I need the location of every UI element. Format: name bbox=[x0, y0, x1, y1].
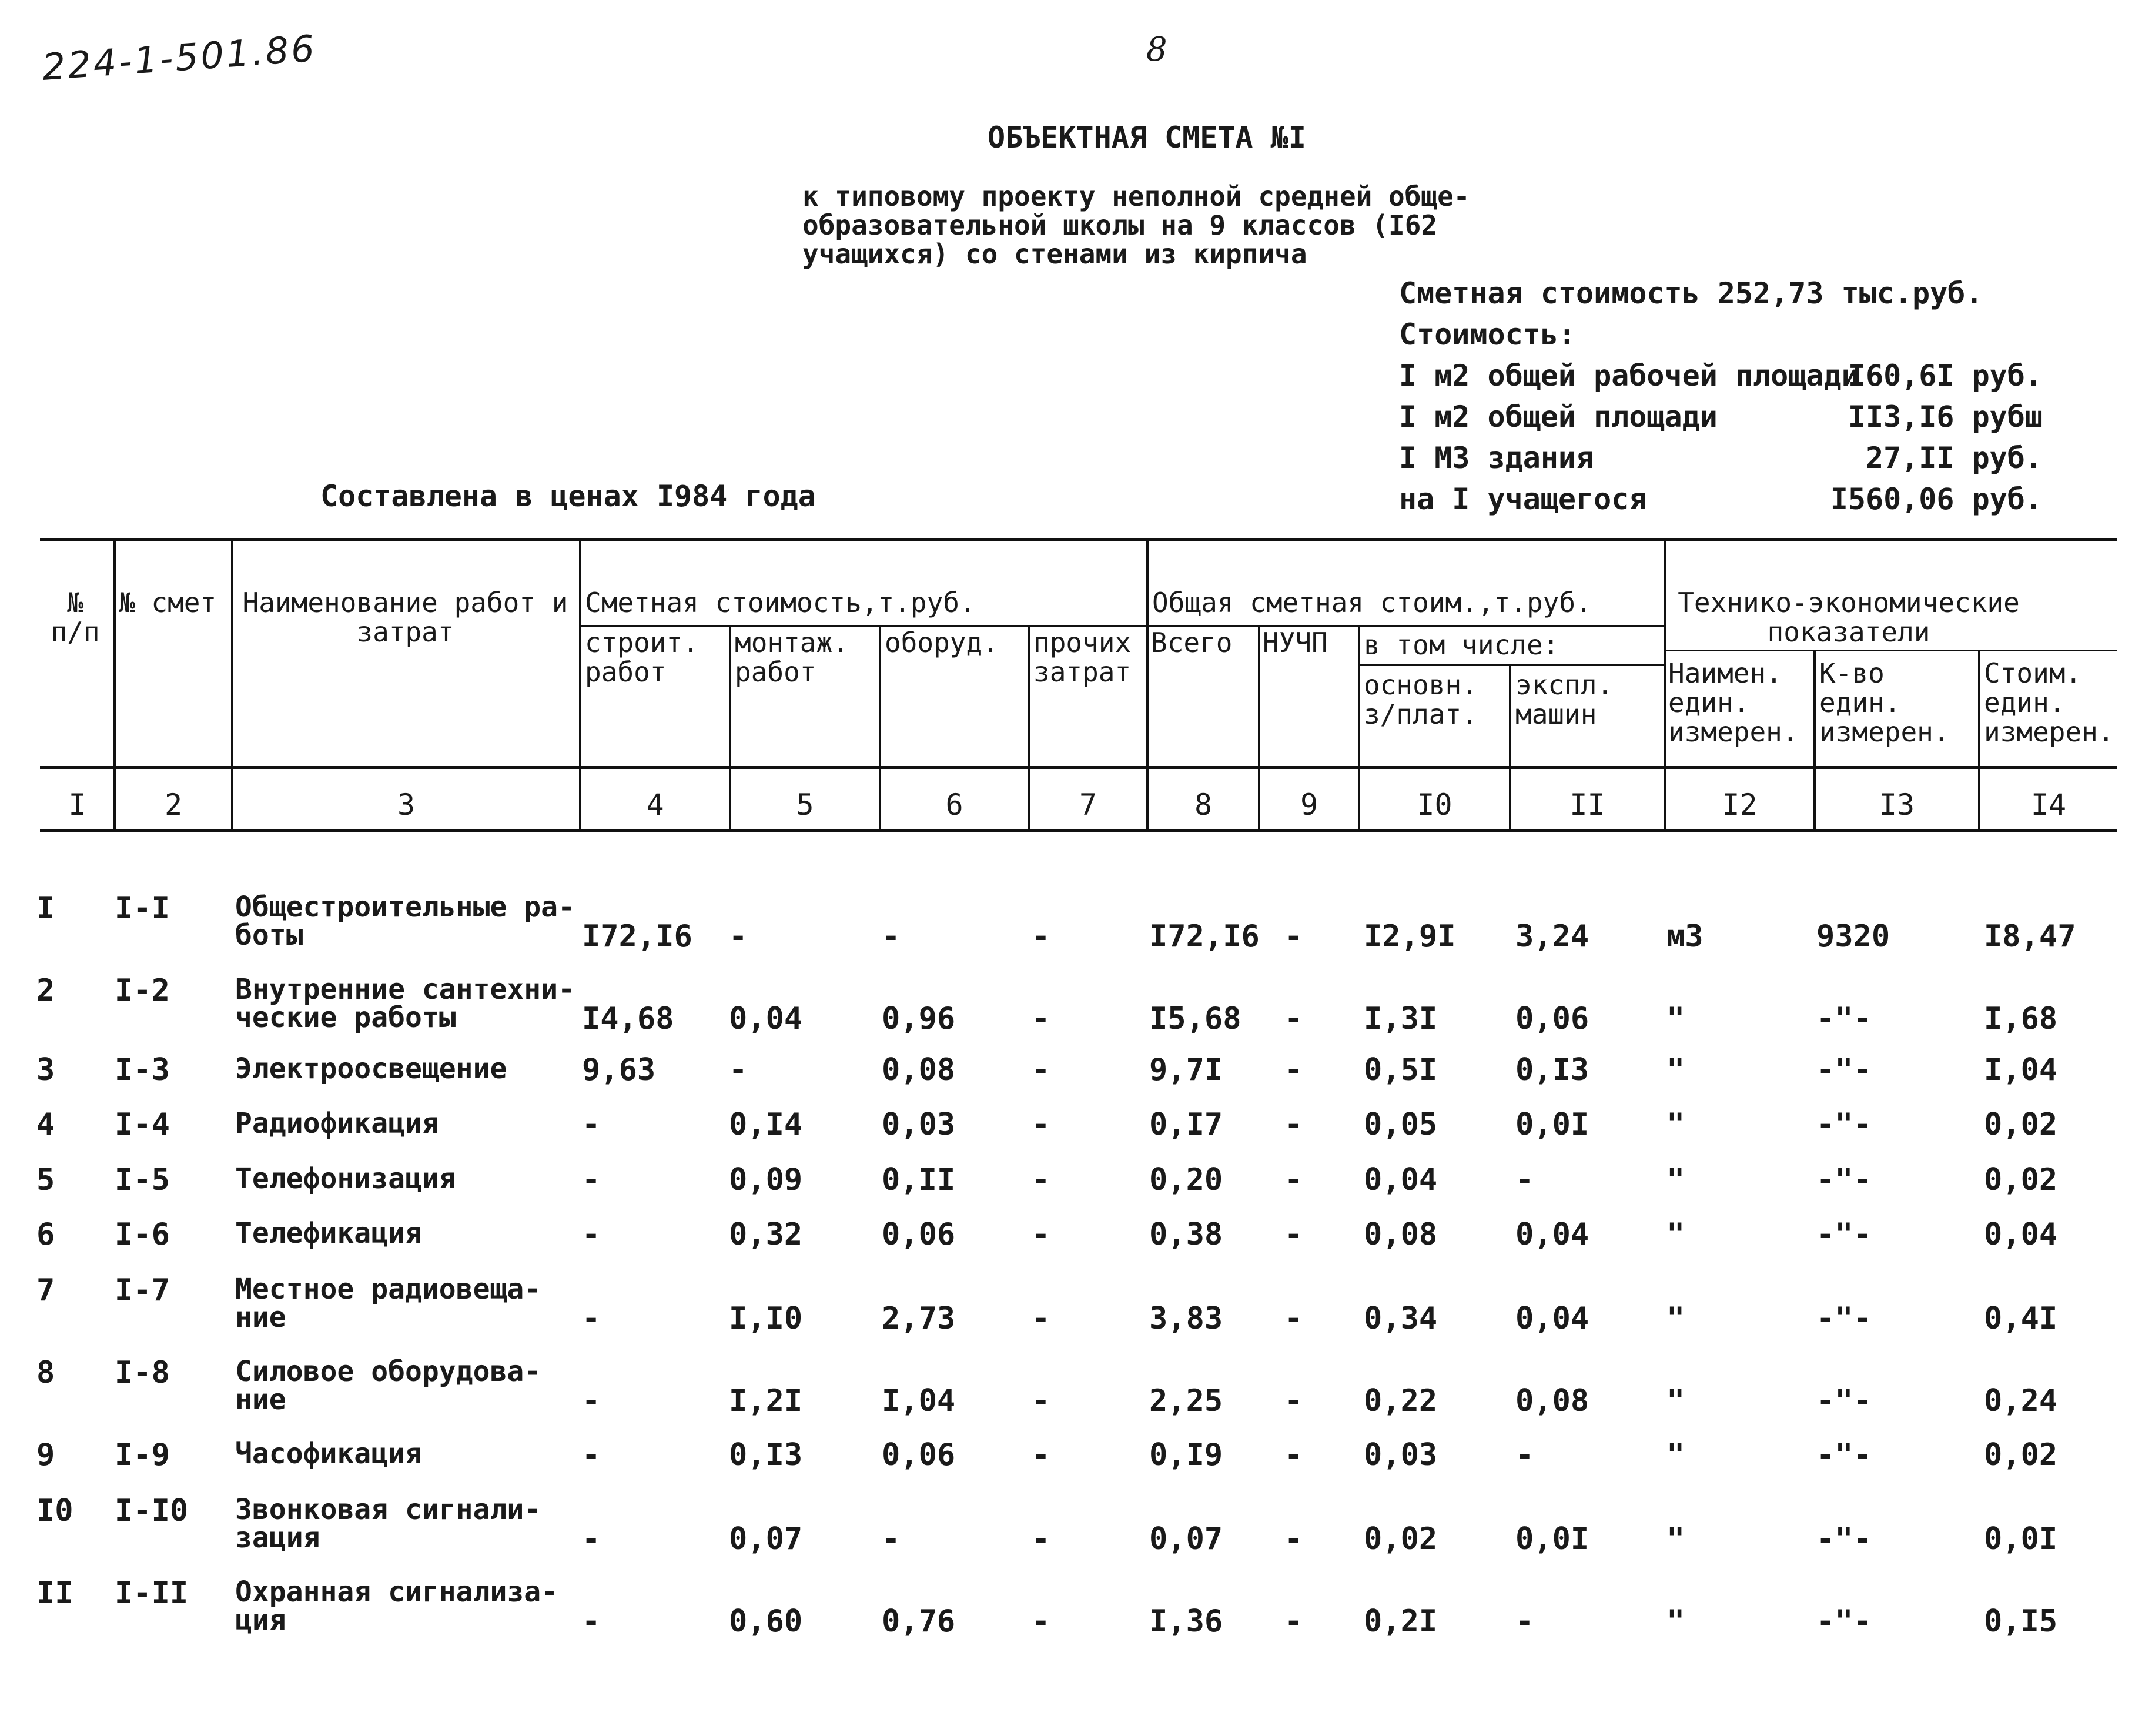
cell-n: 8 bbox=[36, 1355, 55, 1390]
header-line: измерен. bbox=[1668, 716, 1799, 748]
cell-c4: 9,63 bbox=[582, 1052, 656, 1088]
header-work-name bbox=[236, 588, 574, 647]
subtitle-line: образовательной школы на 9 классов (I62 bbox=[802, 209, 1438, 241]
header-including: в том числе: bbox=[1364, 629, 1559, 661]
header-work-name-line: затрат bbox=[356, 616, 454, 648]
cell-c8: 0,I9 bbox=[1149, 1437, 1223, 1473]
cell-work-name bbox=[235, 1357, 541, 1414]
cell-c5: 0,I4 bbox=[729, 1107, 803, 1142]
subtitle-line: к типовому проекту неполной средней обще- bbox=[802, 180, 1470, 212]
cell-c5: I,I0 bbox=[729, 1301, 803, 1336]
cell-c5: 0,I3 bbox=[729, 1437, 803, 1473]
cell-c6: 0,II bbox=[882, 1162, 956, 1198]
header-group-tech bbox=[1669, 588, 2028, 647]
cost-row-label: на I учащегося bbox=[1399, 482, 1647, 516]
cell-c10: 0,22 bbox=[1364, 1383, 1438, 1419]
cell-c9: - bbox=[1284, 1301, 1303, 1336]
header-line: экспл. bbox=[1515, 669, 1614, 701]
column-number: I bbox=[68, 788, 86, 822]
cell-c10: I2,9I bbox=[1364, 919, 1456, 954]
cell-c13: -"- bbox=[1816, 1437, 1872, 1473]
cell-c12: " bbox=[1666, 1052, 1685, 1088]
cell-work-name bbox=[235, 1275, 541, 1332]
work-name-line: Радиофикация bbox=[235, 1107, 439, 1140]
cell-est: I-I0 bbox=[115, 1493, 189, 1528]
header-line: един. bbox=[1819, 687, 1901, 718]
header-line: прочих bbox=[1033, 627, 1132, 658]
header-construction bbox=[585, 628, 699, 687]
cell-c6: 0,76 bbox=[882, 1604, 956, 1639]
header-equipment: оборуд. bbox=[885, 627, 999, 658]
work-name-line: Местное радиовеща- bbox=[235, 1273, 541, 1306]
cell-work-name bbox=[235, 1493, 541, 1554]
cost-row-label: I м2 общей площади bbox=[1399, 400, 1718, 434]
cell-c9: - bbox=[1284, 1162, 1303, 1198]
cell-c8: I,36 bbox=[1149, 1604, 1223, 1639]
header-bottom-rule bbox=[40, 766, 2117, 769]
cell-c14: I,68 bbox=[1984, 1001, 2058, 1036]
cell-c4: - bbox=[582, 1604, 601, 1639]
cell-c6: 0,96 bbox=[882, 1001, 956, 1036]
header-line: измерен. bbox=[1819, 716, 1950, 748]
cell-c9: - bbox=[1284, 1107, 1303, 1142]
cell-c14: 0,0I bbox=[1984, 1521, 2058, 1557]
cell-c14: I,04 bbox=[1984, 1052, 2058, 1088]
header-line: затрат bbox=[1033, 656, 1132, 688]
column-number: I3 bbox=[1879, 788, 1915, 822]
cell-c7: - bbox=[1032, 1001, 1050, 1036]
cell-c13: -"- bbox=[1816, 1383, 1872, 1419]
cell-work-name bbox=[235, 1576, 558, 1637]
cell-est: I-7 bbox=[115, 1273, 170, 1308]
work-name-line: зация bbox=[235, 1521, 320, 1554]
column-number: 5 bbox=[796, 788, 814, 822]
cell-c14: 0,04 bbox=[1984, 1217, 2058, 1252]
cell-c11: - bbox=[1515, 1437, 1534, 1473]
header-line: з/плат. bbox=[1364, 698, 1478, 730]
cell-c14: 0,4I bbox=[1984, 1301, 2058, 1336]
cell-c5: 0,32 bbox=[729, 1217, 803, 1252]
cell-c4: - bbox=[582, 1217, 601, 1252]
cell-c6: - bbox=[882, 1521, 901, 1557]
cost-summary bbox=[1399, 276, 2043, 523]
header-line: показатели bbox=[1767, 616, 1930, 648]
cell-c9: - bbox=[1284, 919, 1303, 954]
cell-c7: - bbox=[1032, 919, 1050, 954]
cell-c10: 0,08 bbox=[1364, 1217, 1438, 1252]
cell-c8: 0,I7 bbox=[1149, 1107, 1223, 1142]
cell-c7: - bbox=[1032, 1217, 1050, 1252]
header-installation bbox=[735, 628, 849, 687]
cell-c13: 9320 bbox=[1816, 919, 1890, 954]
cell-n: 6 bbox=[36, 1217, 55, 1252]
cell-c14: 0,02 bbox=[1984, 1107, 2058, 1142]
cell-c5: - bbox=[729, 1052, 748, 1088]
header-work-name-line: Наименование работ и bbox=[242, 587, 568, 618]
cell-est: I-9 bbox=[115, 1437, 170, 1473]
cell-c11: 0,04 bbox=[1515, 1217, 1589, 1252]
cell-c9: - bbox=[1284, 1604, 1303, 1639]
cell-work-name bbox=[235, 1217, 422, 1250]
cell-c12: " bbox=[1666, 1383, 1685, 1419]
work-name-line: Внутренние сантехни- bbox=[235, 973, 575, 1006]
header-line: машин bbox=[1515, 698, 1597, 730]
column-number: 2 bbox=[164, 788, 183, 822]
work-name-line: Часофикация bbox=[235, 1437, 422, 1470]
cost-row-value: II3,I6 рубш bbox=[1848, 400, 2043, 434]
cell-c4: I4,68 bbox=[582, 1001, 674, 1036]
cell-c13: -"- bbox=[1816, 1301, 1872, 1336]
cell-c6: 0,06 bbox=[882, 1217, 956, 1252]
cell-est: I-6 bbox=[115, 1217, 170, 1252]
cell-c5: - bbox=[729, 919, 748, 954]
header-line: Технико-экономические bbox=[1678, 587, 2020, 618]
cell-work-name bbox=[235, 891, 575, 952]
cost-total-text: Сметная стоимость 252,73 тыс.руб. bbox=[1399, 276, 1983, 310]
header-line: Наимен. bbox=[1668, 657, 1782, 689]
cell-c11: - bbox=[1515, 1604, 1534, 1639]
header-nuchp: НУЧП bbox=[1263, 627, 1328, 658]
cost-total bbox=[1399, 276, 2043, 317]
cell-c6: - bbox=[882, 919, 901, 954]
cell-n: 3 bbox=[36, 1052, 55, 1088]
cell-c9: - bbox=[1284, 1052, 1303, 1088]
cell-c10: 0,03 bbox=[1364, 1437, 1438, 1473]
work-name-line: Телефикация bbox=[235, 1217, 422, 1250]
document-title: ОБЪЕКТНАЯ СМЕТА №I bbox=[988, 121, 1306, 155]
cell-c7: - bbox=[1032, 1604, 1050, 1639]
cell-n: I bbox=[36, 891, 55, 926]
work-name-line: ние bbox=[235, 1301, 286, 1334]
cell-c6: 0,06 bbox=[882, 1437, 956, 1473]
cell-c9: - bbox=[1284, 1217, 1303, 1252]
cell-c11: 0,06 bbox=[1515, 1001, 1589, 1036]
tech-sub-rule bbox=[1664, 650, 2117, 651]
cell-c5: 0,60 bbox=[729, 1604, 803, 1639]
cell-c11: 0,04 bbox=[1515, 1301, 1589, 1336]
cell-est: I-8 bbox=[115, 1355, 170, 1390]
cell-c5: I,2I bbox=[729, 1383, 803, 1419]
cell-c12: " bbox=[1666, 1162, 1685, 1198]
column-number: 7 bbox=[1079, 788, 1097, 822]
cell-c6: 2,73 bbox=[882, 1301, 956, 1336]
cell-c12: " bbox=[1666, 1604, 1685, 1639]
header-line: Стоим. bbox=[1984, 657, 2082, 689]
cell-est: I-4 bbox=[115, 1107, 170, 1142]
cell-work-name bbox=[235, 1052, 507, 1085]
subtitle-line: учащихся) со стенами из кирпича bbox=[802, 238, 1307, 270]
cell-c13: -"- bbox=[1816, 1162, 1872, 1198]
cell-est: I-2 bbox=[115, 973, 170, 1008]
cell-work-name bbox=[235, 1162, 456, 1195]
cell-c9: - bbox=[1284, 1383, 1303, 1419]
header-line: монтаж. bbox=[735, 627, 849, 658]
cost-row-label: I м2 общей рабочей площади bbox=[1399, 359, 1859, 393]
cell-c9: - bbox=[1284, 1521, 1303, 1557]
cell-c11: 0,08 bbox=[1515, 1383, 1589, 1419]
cell-work-name bbox=[235, 1109, 439, 1138]
cell-c8: 3,83 bbox=[1149, 1301, 1223, 1336]
cost-label bbox=[1399, 317, 2043, 359]
cell-c13: -"- bbox=[1816, 1521, 1872, 1557]
cell-c12: " bbox=[1666, 1521, 1685, 1557]
cell-c14: 0,24 bbox=[1984, 1383, 2058, 1419]
cell-c8: 0,38 bbox=[1149, 1217, 1223, 1252]
cell-c9: - bbox=[1284, 1437, 1303, 1473]
cell-c14: 0,I5 bbox=[1984, 1604, 2058, 1639]
cell-c8: 2,25 bbox=[1149, 1383, 1223, 1419]
cell-c10: 0,2I bbox=[1364, 1604, 1438, 1639]
cell-n: 2 bbox=[36, 973, 55, 1008]
cell-c11: 3,24 bbox=[1515, 919, 1589, 954]
work-name-line: Общестроительные ра- bbox=[235, 891, 575, 924]
cost-row bbox=[1399, 359, 2043, 400]
cell-c11: 0,0I bbox=[1515, 1521, 1589, 1557]
page-number: 8 bbox=[1146, 31, 1167, 69]
header-group-estimate: Сметная стоимость,т.руб. bbox=[585, 587, 976, 618]
cell-c4: - bbox=[582, 1437, 601, 1473]
cell-c12: " bbox=[1666, 1301, 1685, 1336]
cell-c7: - bbox=[1032, 1521, 1050, 1557]
header-line: измерен. bbox=[1984, 716, 2114, 748]
cell-c8: I72,I6 bbox=[1149, 919, 1260, 954]
cell-c10: 0,34 bbox=[1364, 1301, 1438, 1336]
header-line: строит. bbox=[585, 627, 699, 658]
header-line: работ bbox=[735, 656, 816, 688]
cost-label-text: Стоимость: bbox=[1399, 317, 1577, 352]
column-number: 6 bbox=[945, 788, 963, 822]
colnum-bottom-rule bbox=[40, 829, 2117, 832]
cell-c11: 0,0I bbox=[1515, 1107, 1589, 1142]
cell-n: 4 bbox=[36, 1107, 55, 1142]
work-name-line: ние bbox=[235, 1383, 286, 1416]
column-number: I4 bbox=[2030, 788, 2067, 822]
cell-n: 5 bbox=[36, 1162, 55, 1198]
cell-work-name bbox=[235, 1437, 422, 1470]
column-number: 8 bbox=[1194, 788, 1213, 822]
cell-c8: 9,7I bbox=[1149, 1052, 1223, 1088]
cell-c5: 0,04 bbox=[729, 1001, 803, 1036]
header-estimate-no: № смет bbox=[119, 587, 217, 618]
cell-est: I-5 bbox=[115, 1162, 170, 1198]
header-machines bbox=[1515, 670, 1613, 729]
cell-c12: " bbox=[1666, 1437, 1685, 1473]
cell-est: I-I bbox=[115, 891, 170, 926]
cell-c6: I,04 bbox=[882, 1383, 956, 1419]
header-other bbox=[1033, 628, 1131, 687]
cell-c13: -"- bbox=[1816, 1052, 1872, 1088]
cell-c7: - bbox=[1032, 1162, 1050, 1198]
cell-c9: - bbox=[1284, 1001, 1303, 1036]
cell-c11: - bbox=[1515, 1162, 1534, 1198]
header-line: К-во bbox=[1819, 657, 1885, 689]
column-number: 3 bbox=[397, 788, 416, 822]
cell-est: I-II bbox=[115, 1576, 189, 1611]
cell-n: I0 bbox=[36, 1493, 73, 1528]
cost-row-value: 27,II руб. bbox=[1865, 441, 2043, 475]
cost-row-label: I МЗ здания bbox=[1399, 441, 1594, 475]
cell-c6: 0,08 bbox=[882, 1052, 956, 1088]
cell-c10: I,3I bbox=[1364, 1001, 1438, 1036]
cell-c4: - bbox=[582, 1107, 601, 1142]
header-num-line: п/п bbox=[51, 616, 100, 648]
column-number: II bbox=[1569, 788, 1605, 822]
cell-c10: 0,5I bbox=[1364, 1052, 1438, 1088]
document-subtitle bbox=[802, 182, 1470, 269]
header-line: работ bbox=[585, 656, 667, 688]
cell-c5: 0,07 bbox=[729, 1521, 803, 1557]
work-name-line: Телефонизация bbox=[235, 1162, 456, 1195]
header-total: Всего bbox=[1151, 627, 1233, 658]
cell-c11: 0,I3 bbox=[1515, 1052, 1589, 1088]
cell-c14: I8,47 bbox=[1984, 919, 2076, 954]
cell-c14: 0,02 bbox=[1984, 1162, 2058, 1198]
cell-c7: - bbox=[1032, 1107, 1050, 1142]
cell-c4: I72,I6 bbox=[582, 919, 692, 954]
document-code: 224-1-501.86 bbox=[41, 26, 318, 89]
work-name-line: боты bbox=[235, 919, 303, 952]
cell-c8: 0,20 bbox=[1149, 1162, 1223, 1198]
column-number: 4 bbox=[646, 788, 664, 822]
work-name-line: Силовое оборудова- bbox=[235, 1355, 541, 1388]
work-name-line: ция bbox=[235, 1604, 286, 1637]
cell-c12: " bbox=[1666, 1001, 1685, 1036]
prices-note: Составлена в ценах I984 года bbox=[320, 479, 816, 513]
cell-c10: 0,05 bbox=[1364, 1107, 1438, 1142]
cost-row bbox=[1399, 400, 2043, 441]
cell-c4: - bbox=[582, 1383, 601, 1419]
header-unit-cost bbox=[1984, 658, 2114, 747]
cell-c7: - bbox=[1032, 1301, 1050, 1336]
work-name-line: Электроосвещение bbox=[235, 1052, 507, 1085]
cell-c8: I5,68 bbox=[1149, 1001, 1241, 1036]
table-top-rule bbox=[40, 538, 2117, 541]
cost-row-value: I560,06 руб. bbox=[1830, 482, 2043, 516]
cost-row-value: I60,6I руб. bbox=[1848, 359, 2043, 393]
cell-c7: - bbox=[1032, 1437, 1050, 1473]
cell-c14: 0,02 bbox=[1984, 1437, 2058, 1473]
work-name-line: Охранная сигнализа- bbox=[235, 1576, 558, 1608]
cell-n: 9 bbox=[36, 1437, 55, 1473]
cell-c10: 0,04 bbox=[1364, 1162, 1438, 1198]
cell-c10: 0,02 bbox=[1364, 1521, 1438, 1557]
header-group-total: Общая сметная стоим.,т.руб. bbox=[1152, 587, 1592, 618]
header-num-line: № bbox=[67, 587, 83, 618]
cell-n: 7 bbox=[36, 1273, 55, 1308]
cell-est: I-3 bbox=[115, 1052, 170, 1088]
cell-c4: - bbox=[582, 1162, 601, 1198]
column-number: I0 bbox=[1417, 788, 1452, 822]
cell-c5: 0,09 bbox=[729, 1162, 803, 1198]
cell-n: II bbox=[36, 1576, 73, 1611]
cell-c4: - bbox=[582, 1301, 601, 1336]
cell-c8: 0,07 bbox=[1149, 1521, 1223, 1557]
work-name-line: Звонковая сигнали- bbox=[235, 1493, 541, 1526]
cell-c13: -"- bbox=[1816, 1001, 1872, 1036]
cell-c4: - bbox=[582, 1521, 601, 1557]
cell-c12: " bbox=[1666, 1217, 1685, 1252]
header-unit-name bbox=[1668, 658, 1799, 747]
header-num bbox=[46, 588, 105, 647]
header-line: основн. bbox=[1364, 669, 1478, 701]
cell-c13: -"- bbox=[1816, 1107, 1872, 1142]
cost-row bbox=[1399, 441, 2043, 482]
cost-row bbox=[1399, 482, 2043, 523]
header-wages bbox=[1364, 670, 1478, 729]
cell-c12: м3 bbox=[1666, 919, 1703, 954]
work-name-line: ческие работы bbox=[235, 1001, 456, 1034]
column-number: 9 bbox=[1300, 788, 1318, 822]
cell-c7: - bbox=[1032, 1052, 1050, 1088]
cell-c7: - bbox=[1032, 1383, 1050, 1419]
header-line: един. bbox=[1668, 687, 1750, 718]
cell-work-name bbox=[235, 975, 575, 1032]
header-unit-qty bbox=[1819, 658, 1950, 747]
cell-c6: 0,03 bbox=[882, 1107, 956, 1142]
cell-c12: " bbox=[1666, 1107, 1685, 1142]
cell-c13: -"- bbox=[1816, 1217, 1872, 1252]
cell-c13: -"- bbox=[1816, 1604, 1872, 1639]
column-number: I2 bbox=[1722, 788, 1758, 822]
header-line: един. bbox=[1984, 687, 2066, 718]
